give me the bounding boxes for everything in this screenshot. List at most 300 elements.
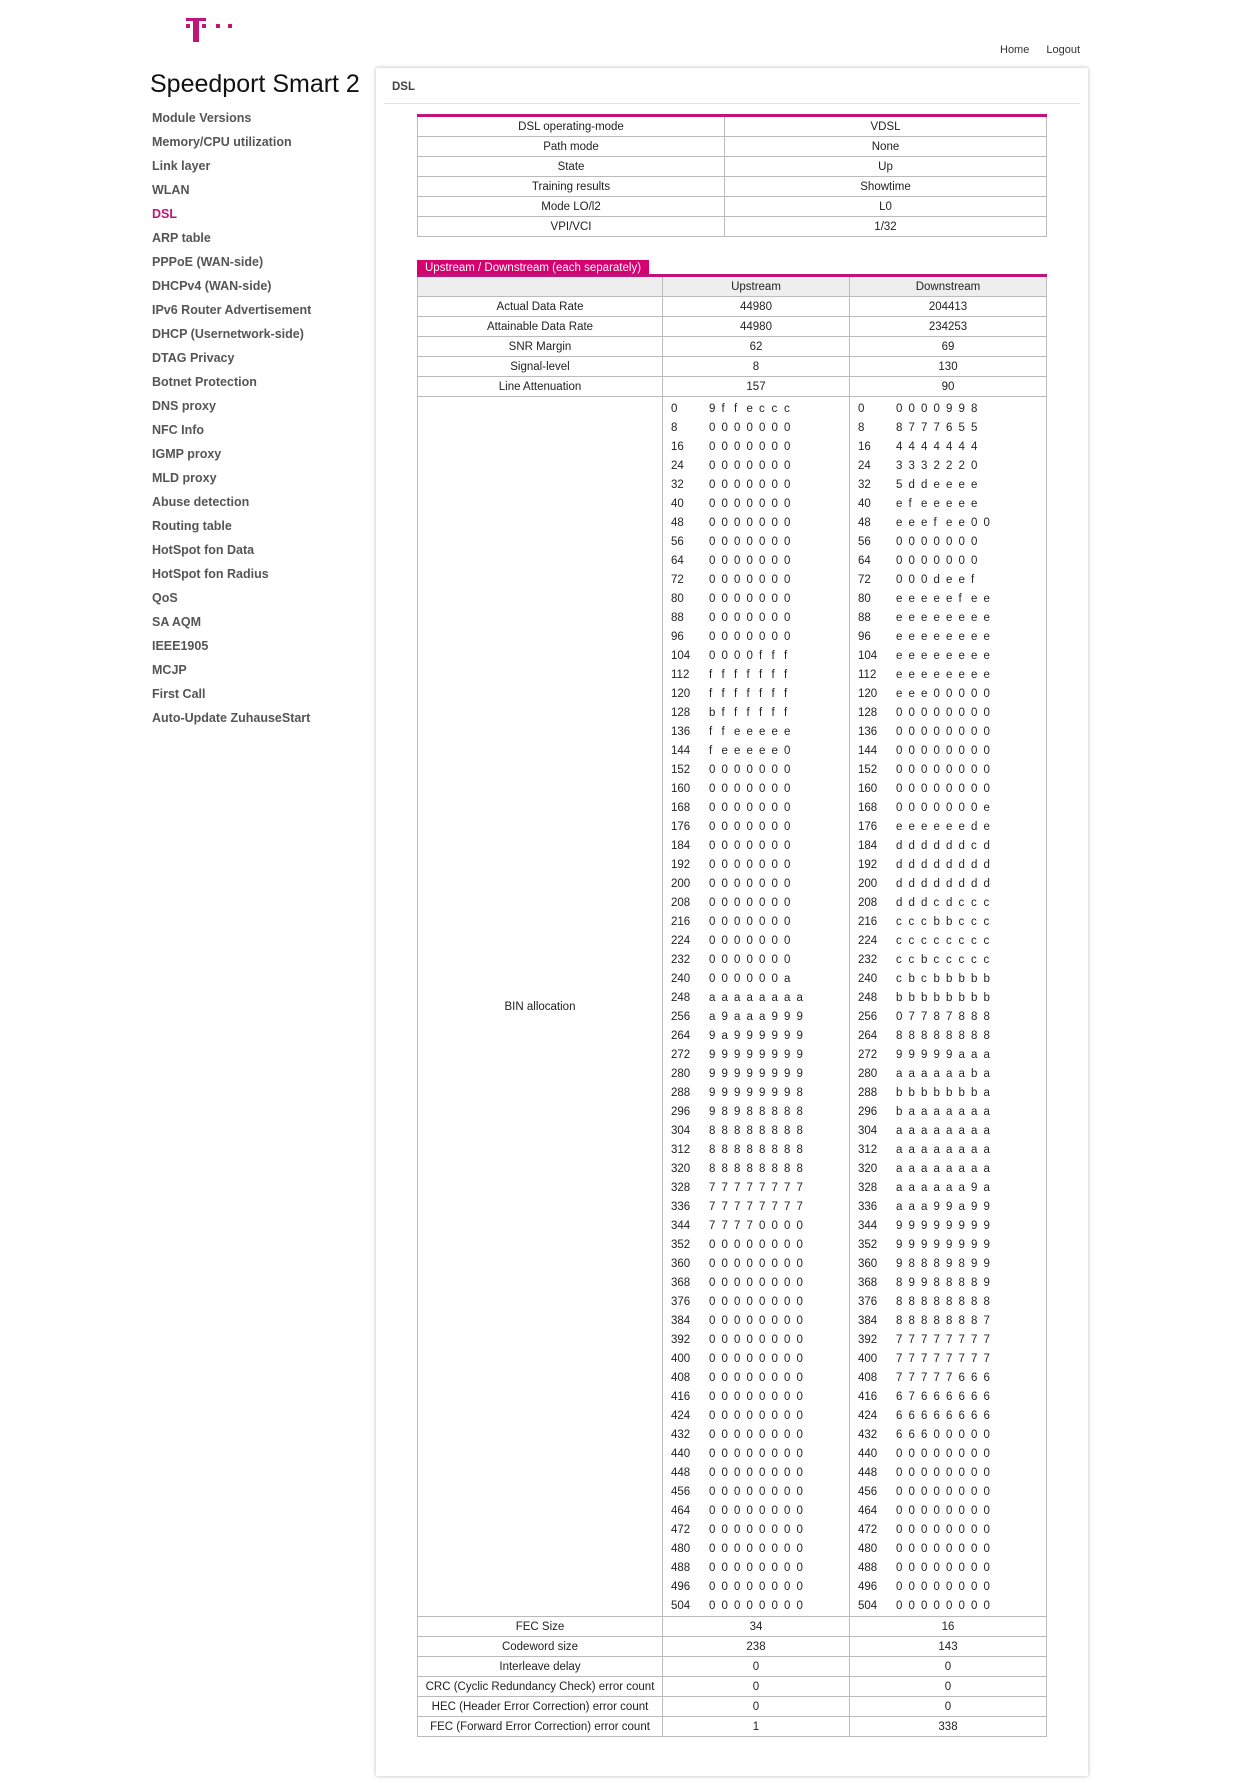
bin-value: e: [921, 688, 928, 700]
page-title: DSL: [384, 68, 1080, 104]
bin-value: 9: [734, 1049, 741, 1061]
bin-value: 0: [771, 783, 778, 795]
bin-value: 9: [896, 1258, 903, 1270]
sidebar-item-qos[interactable]: QoS: [152, 591, 178, 605]
bin-value: 4: [946, 441, 953, 453]
bin-value: 5: [958, 422, 965, 434]
stats-row: [418, 337, 1047, 357]
bin-value: 9: [946, 1049, 953, 1061]
bin-index: 408: [858, 1372, 878, 1384]
bin-value: 0: [784, 574, 791, 586]
bin-value: 8: [946, 1030, 953, 1042]
bin-value: c: [958, 935, 965, 947]
bin-value: 0: [796, 1372, 803, 1384]
bin-value: f: [784, 650, 788, 662]
bin-value: d: [983, 859, 990, 871]
bin-value: 0: [746, 821, 753, 833]
bin-value: f: [734, 688, 738, 700]
bin-value: e: [983, 631, 990, 643]
bin-value: 9: [958, 1239, 965, 1251]
bin-value: 7: [746, 1201, 753, 1213]
bin-value: 0: [908, 802, 915, 814]
bin-index: 80: [671, 593, 684, 605]
bin-index: 304: [858, 1125, 878, 1137]
bin-value: e: [933, 821, 940, 833]
bin-value: e: [908, 593, 915, 605]
bin-value: 0: [721, 650, 728, 662]
sidebar-item-routing-table[interactable]: Routing table: [152, 519, 232, 533]
sidebar-item-dhcp-usernetwork-side[interactable]: DHCP (Usernetwork-side): [152, 327, 304, 341]
bin-value: a: [896, 1125, 903, 1137]
sidebar-item-nfc-info[interactable]: NFC Info: [152, 423, 205, 437]
bin-value: 0: [734, 612, 741, 624]
bin-value: 0: [983, 1448, 990, 1460]
bin-value: 8: [946, 1296, 953, 1308]
bin-value: 0: [721, 897, 728, 909]
stats-upstream-value: 238: [663, 1637, 850, 1657]
bin-value: 6: [946, 1391, 953, 1403]
bin-value: 0: [734, 878, 741, 890]
bin-value: a: [946, 1068, 953, 1080]
bin-value: d: [971, 821, 978, 833]
sidebar-item-mld-proxy[interactable]: MLD proxy: [152, 471, 217, 485]
bin-value: 0: [946, 726, 953, 738]
bin-value: 0: [958, 1505, 965, 1517]
bin-value: f: [709, 669, 713, 681]
bin-index: 360: [858, 1258, 878, 1270]
bin-value: 0: [983, 688, 990, 700]
sidebar-item-mcjp[interactable]: MCJP: [152, 663, 187, 677]
bin-value: 0: [709, 631, 716, 643]
bin-value: 8: [921, 1296, 928, 1308]
bin-value: 0: [896, 1543, 903, 1555]
bin-value: 8: [746, 1163, 753, 1175]
bin-value: 0: [896, 726, 903, 738]
bin-value: b: [983, 992, 990, 1004]
bin-value: 0: [709, 1315, 716, 1327]
bin-value: f: [721, 707, 725, 719]
bin-value: 0: [734, 802, 741, 814]
bin-value: a: [933, 1125, 940, 1137]
bin-value: 0: [784, 1296, 791, 1308]
bin-value: 0: [746, 1581, 753, 1593]
bin-index: 192: [671, 859, 691, 871]
bin-index: 384: [858, 1315, 878, 1327]
bin-value: 0: [746, 1524, 753, 1536]
bin-value: 0: [709, 859, 716, 871]
bin-value: 0: [759, 954, 766, 966]
sidebar-item-ieee1905[interactable]: IEEE1905: [152, 639, 209, 653]
bin-value: 9: [908, 1239, 915, 1251]
stats-row: [418, 1717, 1047, 1737]
bin-value: a: [908, 1201, 915, 1213]
bin-value: 0: [896, 802, 903, 814]
bin-value: 0: [721, 1429, 728, 1441]
bin-value: 0: [771, 1315, 778, 1327]
bin-value: 0: [983, 517, 990, 529]
bin-value: 9: [908, 1049, 915, 1061]
sidebar-item-sa-aqm[interactable]: SA AQM: [152, 615, 202, 629]
bin-value: 0: [946, 1543, 953, 1555]
bin-value: 0: [759, 840, 766, 852]
bin-value: 0: [746, 935, 753, 947]
stats-upstream-value: 8: [663, 357, 850, 377]
bin-value: c: [946, 935, 952, 947]
bin-value: a: [721, 1030, 728, 1042]
bin-index: 296: [858, 1106, 878, 1118]
bin-value: 0: [946, 783, 953, 795]
bin-value: 0: [771, 1277, 778, 1289]
bin-value: 0: [771, 916, 778, 928]
bin-value: f: [908, 498, 912, 510]
bin-value: 7: [971, 1334, 978, 1346]
bin-value: 0: [971, 1600, 978, 1612]
bin-value: 0: [734, 1524, 741, 1536]
bin-value: 0: [921, 1448, 928, 1460]
bin-value: d: [921, 479, 928, 491]
bin-value: 9: [746, 1049, 753, 1061]
bin-value: f: [734, 707, 738, 719]
bin-value: a: [933, 1182, 940, 1194]
stats-row: [418, 357, 1047, 377]
bin-index: 400: [671, 1353, 691, 1365]
bin-value: 8: [784, 1125, 791, 1137]
sidebar-item-hotspot-fon-data[interactable]: HotSpot fon Data: [152, 543, 255, 557]
bin-value: e: [746, 726, 753, 738]
bin-value: 0: [734, 650, 741, 662]
summary-value: VDSL: [725, 116, 1047, 137]
bin-index: 288: [858, 1087, 878, 1099]
bin-value: 0: [759, 555, 766, 567]
summary-row: [418, 116, 1047, 137]
bin-value: 0: [746, 764, 753, 776]
bin-value: 8: [709, 1144, 716, 1156]
bin-value: 7: [946, 1372, 953, 1384]
sidebar-item-arp-table[interactable]: ARP table: [152, 231, 211, 245]
bin-value: 0: [933, 1581, 940, 1593]
bin-value: 0: [759, 498, 766, 510]
stats-downstream-value: 143: [850, 1637, 1047, 1657]
bin-value: 9: [908, 1220, 915, 1232]
bin-value: 0: [983, 1486, 990, 1498]
bin-value: a: [921, 1106, 928, 1118]
bin-value: 0: [933, 1429, 940, 1441]
bin-value: 0: [734, 783, 741, 795]
bin-value: e: [971, 593, 978, 605]
bin-value: b: [971, 973, 978, 985]
bin-value: 0: [734, 935, 741, 947]
bin-value: a: [971, 1049, 978, 1061]
bin-value: 7: [721, 1182, 728, 1194]
bin-value: 7: [908, 1353, 915, 1365]
bin-value: e: [946, 631, 953, 643]
bin-value: 9: [771, 1068, 778, 1080]
bin-value: 0: [734, 460, 741, 472]
bin-value: a: [971, 1125, 978, 1137]
bin-index: 0: [671, 403, 678, 415]
bin-value: 0: [759, 1467, 766, 1479]
bin-value: 9: [946, 1201, 953, 1213]
bin-value: 0: [958, 745, 965, 757]
bin-value: e: [759, 745, 766, 757]
bin-value: e: [971, 631, 978, 643]
bin-value: e: [958, 631, 965, 643]
bin-value: 8: [784, 1163, 791, 1175]
bin-value: 0: [771, 1524, 778, 1536]
sidebar-item-pppoe-wan-side[interactable]: PPPoE (WAN-side): [152, 255, 264, 269]
sidebar-item-hotspot-fon-radius[interactable]: HotSpot fon Radius: [152, 567, 269, 581]
sidebar-item-link-layer[interactable]: Link layer: [152, 159, 211, 173]
bin-value: 0: [971, 1467, 978, 1479]
bin-value: e: [933, 593, 940, 605]
bin-value: a: [958, 1201, 965, 1213]
bin-value: 0: [709, 1296, 716, 1308]
bin-value: 0: [933, 707, 940, 719]
bin-value: 0: [746, 1562, 753, 1574]
bin-value: 0: [784, 745, 791, 757]
bin-value: 0: [958, 688, 965, 700]
bin-value: 0: [921, 745, 928, 757]
bin-value: 0: [908, 555, 915, 567]
sidebar-item-dhcpv4-wan-side[interactable]: DHCPv4 (WAN-side): [152, 279, 272, 293]
bin-value: 0: [734, 954, 741, 966]
stats-upstream-value: 44980: [663, 297, 850, 317]
bin-index: 152: [671, 764, 691, 776]
summary-label: VPI/VCI: [418, 217, 725, 237]
bin-value: 0: [709, 1334, 716, 1346]
bin-value: 0: [746, 593, 753, 605]
bin-value: a: [746, 1011, 753, 1023]
stats-label: Interleave delay: [418, 1657, 663, 1677]
bin-value: c: [933, 935, 940, 947]
bin-value: 0: [771, 1353, 778, 1365]
sidebar-item-dsl[interactable]: DSL: [152, 207, 177, 221]
sidebar-item-wlan[interactable]: WLAN: [152, 183, 190, 197]
bin-value: 7: [759, 1182, 766, 1194]
bin-value: 0: [958, 707, 965, 719]
bin-value: 8: [958, 1277, 965, 1289]
tab-upstream-downstream[interactable]: Upstream / Downstream (each separately): [417, 260, 649, 276]
bin-value: 0: [908, 574, 915, 586]
bin-value: 0: [971, 1562, 978, 1574]
bin-value: a: [759, 992, 766, 1004]
bin-value: 8: [933, 1315, 940, 1327]
bin-value: 0: [921, 555, 928, 567]
bin-value: 0: [746, 1353, 753, 1365]
bin-value: d: [896, 897, 903, 909]
bin-value: 0: [933, 1467, 940, 1479]
bin-value: 8: [983, 1296, 990, 1308]
header-upstream: Upstream: [663, 276, 850, 297]
bin-value: 0: [784, 1372, 791, 1384]
bin-value: 8: [896, 1296, 903, 1308]
bin-value: e: [958, 517, 965, 529]
summary-row: [418, 217, 1047, 237]
bin-value: 0: [933, 1543, 940, 1555]
bin-index: 336: [858, 1201, 878, 1213]
bin-value: 0: [759, 1524, 766, 1536]
bin-value: 7: [746, 1220, 753, 1232]
bin-value: 0: [721, 935, 728, 947]
bin-value: 0: [971, 1505, 978, 1517]
bin-value: a: [958, 1144, 965, 1156]
bin-value: a: [921, 1201, 928, 1213]
stats-upstream-value: 34: [663, 1617, 850, 1637]
bin-value: 0: [771, 517, 778, 529]
bin-index: 216: [858, 916, 878, 928]
sidebar-item-auto-update-zuhausestart[interactable]: Auto-Update ZuhauseStart: [152, 711, 311, 725]
bin-value: 0: [771, 498, 778, 510]
bin-value: 0: [709, 555, 716, 567]
bin-value: e: [983, 612, 990, 624]
bin-value: 0: [721, 517, 728, 529]
bin-index: 432: [671, 1429, 691, 1441]
bin-value: 0: [784, 802, 791, 814]
bin-value: 0: [983, 1429, 990, 1441]
bin-value: b: [933, 992, 940, 1004]
bin-value: 0: [796, 1239, 803, 1251]
bin-value: a: [908, 1068, 915, 1080]
sidebar-item-first-call[interactable]: First Call: [152, 687, 206, 701]
bin-value: 0: [771, 1467, 778, 1479]
bin-value: 0: [946, 1505, 953, 1517]
stats-label: HEC (Header Error Correction) error count: [418, 1697, 663, 1717]
bin-value: e: [734, 726, 741, 738]
sidebar-item-memory-cpu-utilization[interactable]: Memory/CPU utilization: [152, 135, 292, 149]
bin-value: 9: [983, 1239, 990, 1251]
logout-link[interactable]: Logout: [1046, 44, 1081, 56]
bin-value: c: [933, 897, 940, 909]
summary-value: 1/32: [725, 217, 1047, 237]
bin-value: e: [933, 650, 940, 662]
bin-value: 9: [958, 403, 965, 415]
sidebar-item-dtag-privacy[interactable]: DTAG Privacy: [152, 351, 235, 365]
sidebar-item-abuse-detection[interactable]: Abuse detection: [152, 495, 250, 509]
bin-value: 0: [734, 821, 741, 833]
sidebar-item-dns-proxy[interactable]: DNS proxy: [152, 399, 216, 413]
bin-value: 0: [709, 802, 716, 814]
bin-value: 8: [709, 1163, 716, 1175]
bin-value: e: [908, 688, 915, 700]
bin-value: 0: [896, 1448, 903, 1460]
bin-value: f: [759, 669, 763, 681]
bin-value: 0: [796, 1543, 803, 1555]
bin-value: 0: [971, 707, 978, 719]
bin-value: c: [958, 916, 965, 928]
sidebar-item-ipv6-router-advertisement[interactable]: IPv6 Router Advertisement: [152, 303, 312, 317]
sidebar-item-botnet-protection[interactable]: Botnet Protection: [152, 375, 257, 389]
bin-value: 0: [983, 1581, 990, 1593]
bin-value: 0: [709, 1277, 716, 1289]
bin-value: 0: [971, 745, 978, 757]
bin-value: 0: [721, 1372, 728, 1384]
bin-value: 0: [734, 1410, 741, 1422]
bin-value: 0: [946, 1467, 953, 1479]
bin-value: 0: [709, 1258, 716, 1270]
sidebar-item-igmp-proxy[interactable]: IGMP proxy: [152, 447, 222, 461]
bin-value: d: [958, 878, 965, 890]
bin-value: 0: [709, 783, 716, 795]
bin-value: b: [946, 992, 953, 1004]
bin-value: 7: [709, 1182, 716, 1194]
bin-value: 0: [734, 422, 741, 434]
bin-value: c: [896, 916, 902, 928]
bin-value: 7: [721, 1201, 728, 1213]
bin-value: a: [921, 1182, 928, 1194]
bin-value: 7: [896, 1334, 903, 1346]
bin-value: d: [983, 878, 990, 890]
bin-value: 9: [746, 1087, 753, 1099]
sidebar-item-module-versions[interactable]: Module Versions: [152, 111, 252, 125]
bin-value: a: [908, 1106, 915, 1118]
bin-index: 88: [671, 612, 684, 624]
home-link[interactable]: Home: [1000, 44, 1030, 56]
bin-value: 9: [946, 1258, 953, 1270]
bin-index: 376: [858, 1296, 878, 1308]
bin-value: 0: [721, 1296, 728, 1308]
bin-value: 0: [771, 935, 778, 947]
bin-value: 0: [746, 498, 753, 510]
bin-value: 0: [721, 1543, 728, 1555]
bin-index: 416: [671, 1391, 691, 1403]
bin-index: 480: [671, 1543, 691, 1555]
bin-value: a: [958, 1182, 965, 1194]
bin-value: 8: [759, 1106, 766, 1118]
bin-value: c: [908, 916, 915, 928]
bin-value: 0: [771, 897, 778, 909]
bin-value: 8: [734, 1163, 741, 1175]
bin-index: 496: [671, 1581, 691, 1593]
bin-value: 0: [771, 840, 778, 852]
bin-value: 0: [746, 878, 753, 890]
bin-value: 0: [958, 1467, 965, 1479]
bin-value: 0: [746, 954, 753, 966]
bin-value: 0: [983, 1467, 990, 1479]
bin-value: e: [971, 650, 978, 662]
bin-value: 0: [896, 1011, 903, 1023]
bin-value: 0: [721, 1448, 728, 1460]
bin-value: 9: [796, 1068, 803, 1080]
bin-value: 8: [746, 1106, 753, 1118]
bin-value: 8: [784, 1144, 791, 1156]
bin-value: 0: [759, 1505, 766, 1517]
bin-value: 0: [796, 1600, 803, 1612]
bin-value: a: [958, 1049, 965, 1061]
bin-value: 8: [796, 1125, 803, 1137]
bin-value: 0: [896, 574, 903, 586]
bin-value: a: [796, 992, 803, 1004]
bin-value: 0: [921, 707, 928, 719]
bin-value: 0: [721, 1581, 728, 1593]
bin-value: 9: [709, 1030, 716, 1042]
bin-value: 0: [746, 536, 753, 548]
bin-value: 0: [896, 783, 903, 795]
bin-value: 7: [933, 1334, 940, 1346]
bin-index: 144: [858, 745, 878, 757]
bin-value: d: [908, 859, 915, 871]
bin-value: 0: [709, 1448, 716, 1460]
bin-value: d: [946, 897, 953, 909]
stats-label: FEC (Forward Error Correction) error count: [418, 1717, 663, 1737]
bin-index: 120: [858, 688, 878, 700]
bin-value: a: [784, 992, 791, 1004]
bin-value: 6: [921, 1410, 928, 1422]
bin-value: 0: [709, 1581, 716, 1593]
bin-value: 0: [734, 1448, 741, 1460]
bin-value: 0: [946, 1581, 953, 1593]
bin-value: 0: [921, 802, 928, 814]
bin-value: e: [921, 612, 928, 624]
